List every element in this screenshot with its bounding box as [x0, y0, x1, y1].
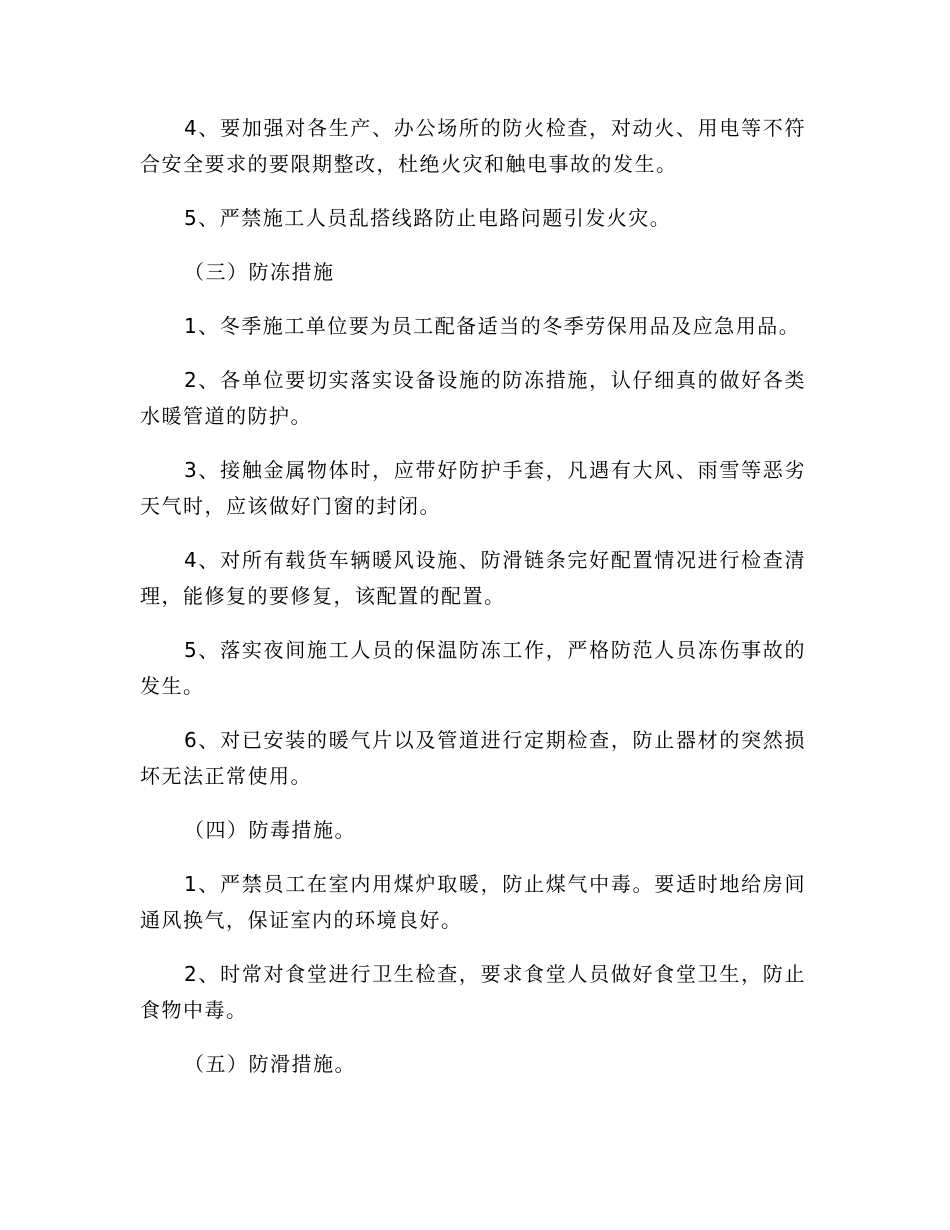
paragraph-metal-gloves: 3、接触金属物体时，应带好防护手套，凡遇有大风、雨雪等恶劣天气时，应该做好门窗的封闭。: [140, 458, 806, 518]
section-heading-antifreeze: （三）防冻措施: [184, 260, 335, 284]
paragraph-equipment-antifreeze: 2、各单位要切实落实设备设施的防冻措施，认仔细真的做好各类水暖管道的防护。: [140, 368, 806, 428]
paragraph-vehicle-check: 4、对所有载货车辆暖风设施、防滑链条完好配置情况进行检查清理，能修复的要修复，该配置的配置。: [140, 548, 806, 608]
paragraph-winter-supplies: 1、冬季施工单位要为员工配备适当的冬季劳保用品及应急用品。: [184, 314, 801, 338]
section-heading-antislip: （五）防滑措施。: [184, 1052, 356, 1076]
paragraph-canteen-hygiene: 2、时常对食堂进行卫生检查，要求食堂人员做好食堂卫生，防止食物中毒。: [140, 962, 806, 1022]
paragraph-night-shift-warmth: 5、落实夜间施工人员的保温防冻工作，严格防范人员冻伤事故的发生。: [140, 638, 806, 698]
paragraph-wiring-ban: 5、严禁施工人员乱搭线路防止电路问题引发火灾。: [184, 206, 672, 230]
paragraph-coal-stove-ban: 1、严禁员工在室内用煤炉取暖，防止煤气中毒。要适时地给房间通风换气，保证室内的环境良好。: [140, 872, 806, 932]
paragraph-radiator-inspection: 6、对已安装的暖气片以及管道进行定期检查，防止器材的突然损坏无法正常使用。: [140, 728, 806, 788]
document-body: [140, 110, 806, 1100]
section-heading-antipoison: （四）防毒措施。: [184, 818, 356, 842]
paragraph-fire-inspection: 4、要加强对各生产、办公场所的防火检查，对动火、用电等不符合安全要求的要限期整改，杜绝火灾和触电事故的发生。: [140, 116, 806, 176]
